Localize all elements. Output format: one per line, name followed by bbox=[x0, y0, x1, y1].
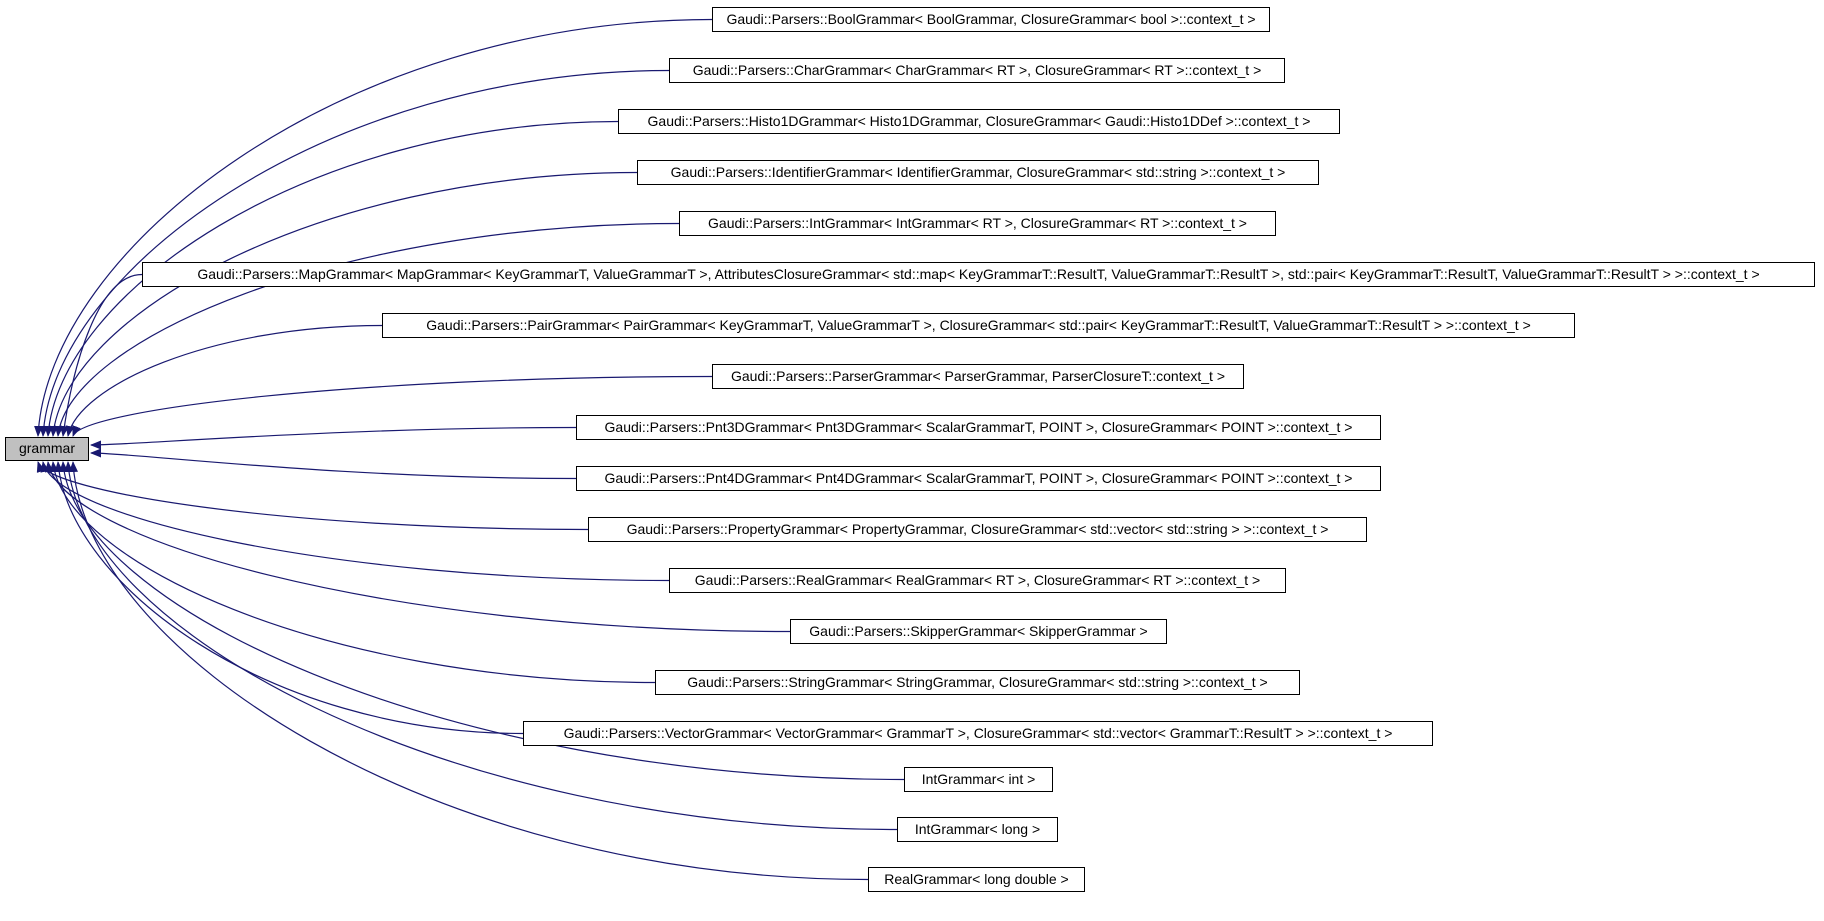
class-node[interactable]: Gaudi::Parsers::BoolGrammar< BoolGrammar, ClosureGrammar< bool >::context_t > bbox=[712, 7, 1270, 32]
class-node[interactable]: Gaudi::Parsers::ParserGrammar< ParserGrammar, ParserClosureT::context_t > bbox=[712, 364, 1244, 389]
class-node[interactable]: Gaudi::Parsers::IdentifierGrammar< IdentifierGrammar, ClosureGrammar< std::string >::context_t > bbox=[637, 160, 1319, 185]
class-node[interactable]: Gaudi::Parsers::Pnt3DGrammar< Pnt3DGrammar< ScalarGrammarT, POINT >, ClosureGrammar< POINT >::context_t > bbox=[576, 415, 1381, 440]
inheritance-edge bbox=[91, 428, 576, 446]
class-node[interactable]: Gaudi::Parsers::PropertyGrammar< PropertyGrammar, ClosureGrammar< std::vector< std::string > >::context_t > bbox=[588, 517, 1367, 542]
class-node[interactable]: Gaudi::Parsers::CharGrammar< CharGrammar< RT >, ClosureGrammar< RT >::context_t > bbox=[669, 58, 1285, 83]
class-node[interactable]: Gaudi::Parsers::Histo1DGrammar< Histo1DGrammar, ClosureGrammar< Gaudi::Histo1DDef >::context_t > bbox=[618, 109, 1340, 134]
class-node[interactable]: Gaudi::Parsers::SkipperGrammar< SkipperGrammar > bbox=[790, 619, 1167, 644]
inheritance-edge bbox=[38, 20, 712, 437]
class-node[interactable]: Gaudi::Parsers::MapGrammar< MapGrammar< KeyGrammarT, ValueGrammarT >, AttributesClosureGrammar< std::map< KeyGrammarT::ResultT, ValueGrammarT::ResultT >, std::pair< KeyGrammarT::ResultT, ValueGrammarT::ResultT > >::context_t > bbox=[142, 262, 1815, 287]
inheritance-edge bbox=[38, 462, 588, 530]
class-node[interactable]: IntGrammar< int > bbox=[904, 767, 1053, 792]
inheritance-edge bbox=[91, 453, 576, 479]
class-node[interactable]: IntGrammar< long > bbox=[897, 817, 1058, 842]
inheritance-edge bbox=[63, 275, 142, 437]
class-node[interactable]: Gaudi::Parsers::Pnt4DGrammar< Pnt4DGrammar< ScalarGrammarT, POINT >, ClosureGrammar< POINT >::context_t > bbox=[576, 466, 1381, 491]
inheritance-edge bbox=[53, 462, 655, 683]
class-node[interactable]: Gaudi::Parsers::IntGrammar< IntGrammar< RT >, ClosureGrammar< RT >::context_t > bbox=[679, 211, 1276, 236]
inheritance-edge bbox=[58, 462, 523, 734]
class-node[interactable]: Gaudi::Parsers::StringGrammar< StringGrammar, ClosureGrammar< std::string >::context_t > bbox=[655, 670, 1300, 695]
inheritance-edge bbox=[68, 326, 382, 437]
class-node[interactable]: Gaudi::Parsers::VectorGrammar< VectorGrammar< GrammarT >, ClosureGrammar< std::vector< GrammarT::ResultT > >::context_t > bbox=[523, 721, 1433, 746]
base-node-grammar[interactable]: grammar bbox=[5, 437, 89, 461]
class-node[interactable]: RealGrammar< long double > bbox=[868, 867, 1085, 892]
class-node[interactable]: Gaudi::Parsers::PairGrammar< PairGrammar< KeyGrammarT, ValueGrammarT >, ClosureGrammar< std::pair< KeyGrammarT::ResultT, ValueGrammarT::ResultT > >::context_t > bbox=[382, 313, 1575, 338]
class-node[interactable]: Gaudi::Parsers::RealGrammar< RealGrammar< RT >, ClosureGrammar< RT >::context_t > bbox=[669, 568, 1286, 593]
inheritance-edge bbox=[53, 173, 637, 437]
inheritance-edge bbox=[43, 71, 669, 437]
